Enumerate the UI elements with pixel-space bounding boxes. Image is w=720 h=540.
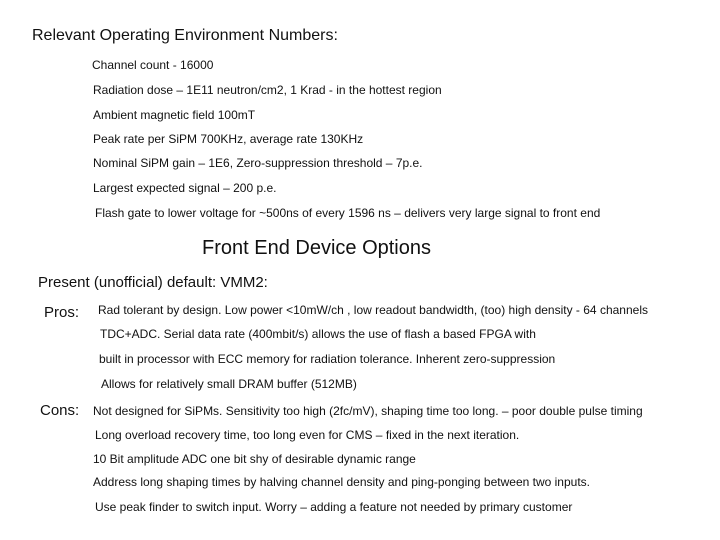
- environment-item-peak-rate: Peak rate per SiPM 700KHz, average rate 130KHz: [93, 132, 364, 146]
- section-title: Front End Device Options: [202, 237, 431, 259]
- page-heading: Relevant Operating Environment Numbers:: [32, 27, 338, 44]
- present-default-label: Present (unofficial) default: VMM2:: [38, 274, 268, 291]
- cons-item-shaping-times: Address long shaping times by halving channel density and ping-ponging between two inputs.: [93, 475, 590, 489]
- pros-item-tdc-adc: TDC+ADC. Serial data rate (400mbit/s) allows the use of flash a based FPGA with: [100, 327, 536, 341]
- environment-item-channel-count: Channel count - 16000: [92, 58, 214, 72]
- pros-label: Pros:: [44, 304, 80, 321]
- pros-item-dram-buffer: Allows for relatively small DRAM buffer (512MB): [101, 377, 357, 391]
- cons-item-peak-finder: Use peak finder to switch input. Worry – adding a feature not needed by primary customer: [95, 500, 573, 514]
- environment-item-sipm-gain: Nominal SiPM gain – 1E6, Zero-suppression threshold – 7p.e.: [93, 156, 423, 170]
- cons-item-overload-recovery: Long overload recovery time, too long even for CMS – fixed in the next iteration.: [95, 428, 520, 442]
- cons-label: Cons:: [40, 402, 80, 419]
- environment-item-radiation-dose: Radiation dose – 1E11 neutron/cm2, 1 Krad - in the hottest region: [93, 83, 442, 97]
- environment-item-flash-gate: Flash gate to lower voltage for ~500ns of every 1596 ns – delivers very large signal to front end: [95, 206, 601, 220]
- environment-item-largest-signal: Largest expected signal – 200 p.e.: [93, 181, 277, 195]
- cons-item-adc-resolution: 10 Bit amplitude ADC one bit shy of desirable dynamic range: [93, 452, 416, 466]
- pros-item-ecc-memory: built in processor with ECC memory for radiation tolerance. Inherent zero-suppression: [99, 352, 556, 366]
- environment-item-magnetic-field: Ambient magnetic field 100mT: [93, 108, 256, 122]
- pros-item-rad-tolerant: Rad tolerant by design. Low power <10mW/ch , low readout bandwidth, (too) high density - 64 channels: [98, 303, 648, 317]
- cons-item-not-designed-for-sipms: Not designed for SiPMs. Sensitivity too high (2fc/mV), shaping time too long. – poor double pulse timing: [93, 404, 643, 418]
